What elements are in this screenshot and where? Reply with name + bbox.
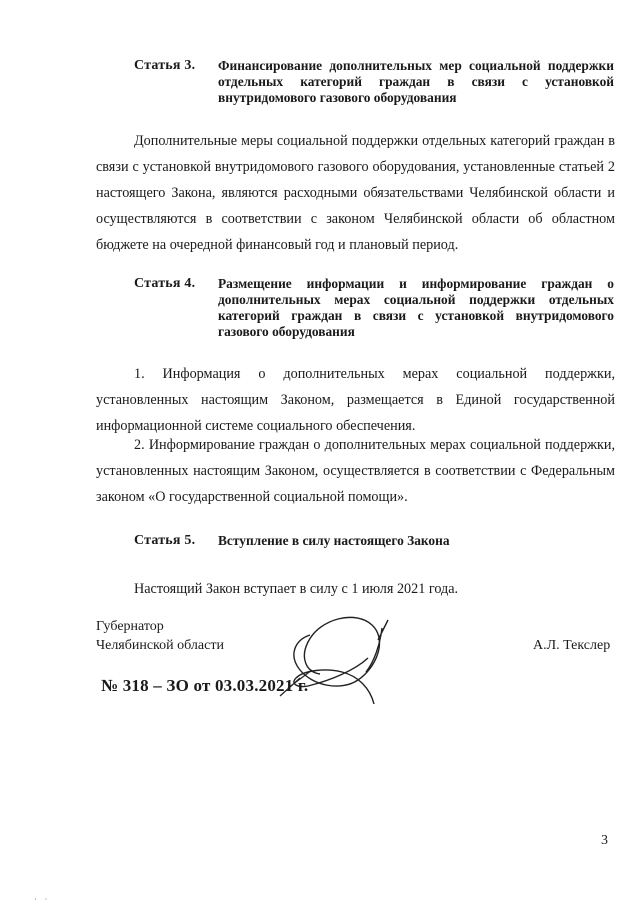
article-3-label: Статья 3. <box>134 58 196 73</box>
law-number: № 318 – ЗО от 03.03.2021 г. <box>101 676 309 695</box>
handwritten-signature <box>270 600 410 730</box>
article-4-item-1: 1. Информация о дополнительных мерах социальной поддержки, установленных настоящим Законом, размещается в Единой государственной информационной системе социального обеспечения. <box>96 366 615 434</box>
scan-artifact: · · <box>34 895 48 904</box>
article-3-title: Финансирование дополнительных мер социальной поддержки отдельных категорий граждан в связи с установкой внутридомового газового оборудования <box>218 58 614 105</box>
signatory-position <box>96 617 224 655</box>
signatory-position-line-2: Челябинской области <box>96 638 224 653</box>
article-5-body: Настоящий Закон вступает в силу с 1 июля 2021 года. <box>134 581 459 597</box>
page-number: 3 <box>601 833 608 848</box>
article-4-label: Статья 4. <box>134 276 196 291</box>
article-3-body: Дополнительные меры социальной поддержки отдельных категорий граждан в связи с установкой внутридомового газового оборудования, установленные статьей 2 настоящего Закона, являются расходными обязательствами Челябинской области и осуществляются в соответствии с законом Челябинской области об областном бюджете на очередной финансовый год и плановый период. <box>96 133 615 253</box>
article-5-label: Статья 5. <box>134 533 196 548</box>
article-5-title: Вступление в силу настоящего Закона <box>218 533 450 548</box>
article-4-title: Размещение информации и информирование граждан о дополнительных мерах социальной поддержки отдельных категорий граждан в связи с установкой внутридомового газового оборудования <box>218 276 614 339</box>
article-4-item-2: 2. Информирование граждан о дополнительных мерах социальной поддержки, установленных настоящим Законом, осуществляется в соответствии с Федеральным законом «О государственной социальной помощи». <box>96 437 615 505</box>
signatory-name: А.Л. Текслер <box>533 638 611 653</box>
signatory-position-line-1: Губернатор <box>96 619 164 634</box>
